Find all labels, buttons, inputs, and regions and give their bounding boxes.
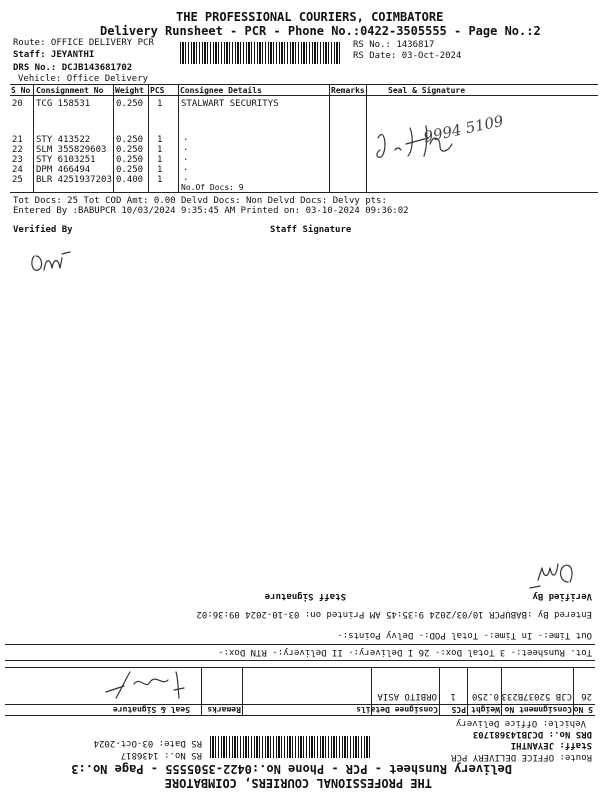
col-consignment: Consignment No bbox=[504, 705, 572, 714]
row-weight: 0.250 bbox=[116, 165, 144, 175]
col-weight: Weight bbox=[115, 86, 144, 95]
row-consignment: STY 413522 bbox=[36, 135, 91, 145]
row-weight: 0.250 bbox=[116, 135, 144, 145]
row-sno: 26 bbox=[581, 691, 592, 701]
rs-number: RS No.: 1436817 bbox=[120, 750, 202, 760]
verified-by-label: Verified By bbox=[13, 225, 73, 235]
col-pcs: PCS bbox=[150, 86, 165, 95]
drs-number: DRS No.: DCJB143681703 bbox=[472, 729, 592, 739]
row-consignment: DPM 466494 bbox=[36, 165, 91, 175]
row-consignee: . bbox=[183, 143, 189, 153]
company-title: THE PROFESSIONAL COURIERS, COIMBATORE bbox=[176, 10, 444, 24]
rs-date: RS Date: 03-Oct-2024 bbox=[93, 738, 202, 748]
staff-label: Staff: JEYANTHI bbox=[510, 740, 592, 750]
row-sno: 20 bbox=[12, 99, 23, 109]
row-pcs: 1 bbox=[157, 99, 163, 109]
col-consignee: Consignee Details bbox=[356, 705, 438, 714]
row-pcs: 1 bbox=[157, 175, 163, 185]
staff-label: Staff: JEYANTHI bbox=[13, 50, 95, 60]
row-consignment: TCG 158531 bbox=[36, 99, 91, 109]
row-weight: 0.250 bbox=[116, 145, 144, 155]
row-consignment: CJB 52037B233 bbox=[501, 691, 572, 701]
runsheet-subtitle: Delivery Runsheet - PCR - Phone No.:0422-3505555 - Page No.:3 bbox=[71, 762, 512, 776]
row-consignment: BLR 4251937203 bbox=[36, 175, 112, 185]
col-sno: S No bbox=[573, 705, 593, 714]
rs-number: RS No.: 1436817 bbox=[353, 40, 435, 50]
row-sno: 25 bbox=[12, 175, 23, 185]
drs-number: DRS No.: DCJB143681702 bbox=[13, 63, 133, 73]
row-consignee: . bbox=[183, 173, 189, 183]
row-weight: 0.250 bbox=[471, 691, 499, 701]
row-sno: 24 bbox=[12, 165, 23, 175]
route-label: Route: OFFICE DELIVERY PCR bbox=[13, 38, 154, 48]
row-pcs: 1 bbox=[450, 691, 456, 701]
col-weight: Weight bbox=[471, 705, 500, 714]
handwritten-signature bbox=[80, 668, 190, 702]
col-consignment: Consignment No bbox=[36, 86, 104, 95]
col-seal-signature: Seal & Signature bbox=[388, 86, 466, 95]
row-sno: 22 bbox=[12, 145, 23, 155]
row-pcs: 1 bbox=[157, 155, 163, 165]
staff-signature-label: Staff Signature bbox=[270, 225, 352, 235]
row-sno: 21 bbox=[12, 135, 23, 145]
row-sno: 23 bbox=[12, 155, 23, 165]
entered-by-line: Entered By :BABUPCR 10/03/2024 9:35:45 AM Printed on: 03-10-2024 09:36:02 bbox=[196, 609, 592, 619]
company-title: THE PROFESSIONAL COURIERS, COIMBATORE bbox=[164, 776, 432, 790]
runsheet-subtitle: Delivery Runsheet - PCR - Phone No.:0422-3505555 - Page No.:2 bbox=[100, 24, 541, 38]
row-consignment: STY 6103251 bbox=[36, 155, 96, 165]
row-consignee: . bbox=[183, 163, 189, 173]
row-consignment: SLM 355829603 bbox=[36, 145, 107, 155]
col-consignee: Consignee Details bbox=[180, 86, 262, 95]
row-weight: 0.400 bbox=[116, 175, 144, 185]
route-label: Route: OFFICE DELIVERY PCR bbox=[451, 752, 592, 762]
col-seal-signature: Seal & Signature bbox=[112, 705, 190, 714]
totals-line: Tot Docs: 25 Tot COD Amt: 0.00 Delvd Docs: Non Delvd Docs: Delvy pts: bbox=[13, 196, 387, 206]
row-pcs: 1 bbox=[157, 145, 163, 155]
row-consignee: . bbox=[183, 153, 189, 163]
row-consignee: . bbox=[183, 133, 189, 143]
rs-date: RS Date: 03-Oct-2024 bbox=[353, 51, 462, 61]
row-pcs: 1 bbox=[157, 135, 163, 145]
row-consignee: ORBITO ASIA bbox=[377, 691, 437, 701]
col-sno: S No bbox=[11, 86, 31, 95]
row-weight: 0.250 bbox=[116, 155, 144, 165]
row-pcs: 1 bbox=[157, 165, 163, 175]
col-remarks: Remarks bbox=[207, 705, 241, 714]
staff-signature-label: Staff Signature bbox=[264, 591, 346, 601]
totals-line: Tot. Runsheet:- 3 Total Dox:- 26 I Delivery:- II Delivery:- RTN Dox:- bbox=[218, 647, 592, 657]
entered-by-line: Entered By :BABUPCR 10/03/2024 9:35:45 AM Printed on: 03-10-2024 09:36:02 bbox=[13, 206, 409, 216]
col-pcs: PCS bbox=[451, 705, 466, 714]
barcode bbox=[210, 736, 370, 758]
vehicle-label: Vehicle: Office Delivery bbox=[18, 74, 149, 84]
handwritten-phone: 9994 5109 bbox=[422, 111, 506, 147]
no-of-docs: No.Of Docs: 9 bbox=[181, 183, 244, 192]
row-weight: 0.250 bbox=[116, 99, 144, 109]
times-line: Out Time:- In Time:- Total POD:- Delvy Points:- bbox=[337, 630, 592, 640]
verified-by-label: Verified By bbox=[532, 591, 592, 601]
vehicle-label: Vehicle: Office Delivery bbox=[455, 718, 586, 728]
row-consignee: STALWART SECURITYS bbox=[181, 99, 279, 109]
col-remarks: Remarks bbox=[331, 86, 365, 95]
verifier-initials bbox=[520, 556, 580, 590]
